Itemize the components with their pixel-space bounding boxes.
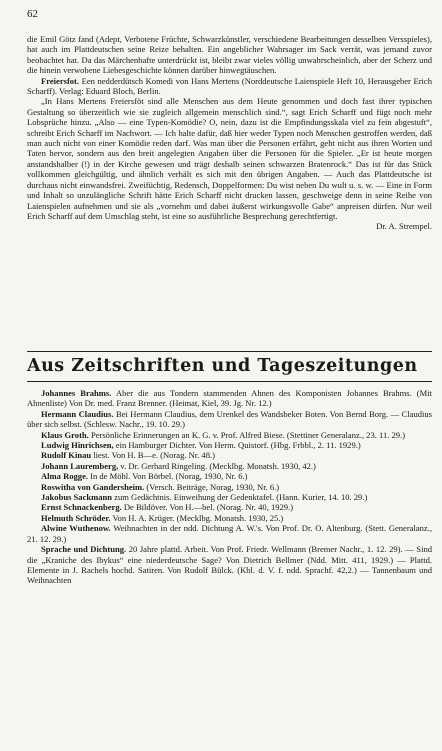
entry-name: Ernst Schnackenberg. (41, 502, 122, 513)
entry-text: v. Dr. Gerhard Ringeling. (Mecklbg. Monatsh. 1930, 42.) (118, 460, 316, 471)
section-rule-bottom (27, 381, 432, 382)
list-item (27, 388, 432, 409)
list-item (27, 409, 432, 430)
section-rule-top (27, 351, 432, 352)
continued-paragraph: die Emil Götz fand (Adept, Verbotene Früchte, Schwarzkünstler, verschiedene Bearbeitungen desselben Versspieles), hat auch im Plattdeutschen seine Reize behalten. Ein angeblicher Wahrsager im Sack verrät, was jemand zuvor beobachtet hat. Da das Märchenhafte unterdrückt ist, bleibt zwar vieles völlig unwahrscheinlich, aber der Scherz und die hinein verwobene Liebesgeschichte können darüber hinwegtäuschen. (27, 34, 432, 76)
entry-text: Persönliche Erinnerungen an K. G. v. Prof. Alfred Biese. (Stettiner Generalanz., 23. 11. 29.) (88, 429, 406, 440)
top-section (27, 34, 432, 232)
entry-name: Sprache und Dichtung. (41, 544, 127, 555)
entry-name: Alma Rogge. (41, 471, 88, 482)
entry-text: Weihnachten in der ndd. Dichtung A. W.'s. Von Prof. Dr. O. Altenburg. (Stett. Generalanz., 21. 12. 29.) (27, 523, 432, 544)
entry-text: 20 Jahre plattd. Arbeit. Von Prof. Friedr. Wellmann (Bremer Nachr., 1. 12. 29). — Sind die „Kraniche des Ibykus“ eine niederdeutsche Sage? Von Dietrich Bellmer (Ndd. Mitt. 411, 1929.) — Plattd. Elemente in J. Rachels hochd. Satiren. Von Rudolf Bülck. (Kbl. d. V. f. ndd. Sprachf. 42,2.) — Tannenbaum und Weihnachten (27, 544, 432, 586)
section-heading: Aus Zeitschriften und Tageszeitungen (27, 356, 418, 376)
entries-list (27, 388, 432, 586)
list-item (27, 544, 432, 586)
review-body: „In Hans Mertens Freiersföt sind alle Menschen aus dem Heute genommen und doch fast ihrer typischen Gestaltung so überzeitlich wie sie zugleich allgemein menschlich sind.“, sagt Erich Scharff und fügt noch mehr Lobsprüche hinzu. „Also — eine Typen-Komödie? O, nein, dazu ist die Empfindungsskala viel zu fein abgestuft“, schreibt Erich Scharff im Nachwort. — Ich halte dafür, daß hier weder Typen noch Menschen gestroffen werden, daß man auch nicht von einer Komödie reden darf. Was man über die Personen erfährt, geht nicht aus ihren Worten und Taten hervor, sondern aus den breit angelegten Angaben über die Personen für die Spieler. „Er ist heute morgen anstandshalber (!) in der Kirche gewesen und trägt deshalb seinen schwarzen Bratenrock.“ Das ist für das Stück vollkommen gleichgültig, und ähnlich verhält es sich mit den übrigen Angaben. — Auch das Plattdeutsche ist durchaus nicht einwandsfrei. Zweifüchtig, Redensch, Doppelformen: Du wist neben Du wult u. s. w. — Eine in Form und Inhalt so unzulängliche Schrift hätte Erich Scharff nicht drucken lassen, geschweige denn in seine Reihe von Laienspielen aufnehmen und sie als „vornehm und dabei äußerst wirkungsvolle Gabe“ anpreisen dürfen. Nur weil Erich Scharff auf dem Umschlag steht, ist eine so ausführliche Besprechung gerechtfertigt. (27, 96, 432, 221)
list-item (27, 513, 432, 523)
entry-name: Helmuth Schröder. (41, 512, 111, 523)
entry-text: De Bildöver. Von H.—bel. (Norag. Nr. 40, 1929.) (121, 502, 294, 513)
review-signature: Dr. A. Strempel. (376, 221, 432, 232)
review-entry (27, 76, 432, 97)
entry-text: Von H. A. Krüger. (Mecklbg. Monatsh. 1930, 25.) (110, 512, 284, 523)
entry-name: Hermann Claudius. (41, 408, 114, 419)
page-number: 62 (27, 8, 38, 20)
entry-text: zum Gedächtnis. Einweihung der Gedenktafel. (Hann. Kurier, 14. 10. 29.) (112, 492, 368, 503)
entry-name: Alwine Wuthenow. (41, 523, 111, 534)
entry-name: Klaus Groth. (41, 429, 89, 440)
list-item (27, 461, 432, 471)
entry-text: (Versch. Beiträge, Norag, 1930, Nr. 6.) (144, 481, 280, 492)
entry-name: Ludwig Hinrichsen, (41, 440, 114, 451)
entry-text: ein Hamburger Dichter. Von Herm. Quistorf. (Hbg. Frbbl., 2. 11. 1929.) (113, 440, 361, 451)
review-entry-text: Een nedderdütsch Komedi von Hans Mertens (Norddeutsche Laienspiele Heft 10, Herausgeber Erich Scharff). Verlag: Eduard Bloch, Berlin. (27, 75, 432, 97)
entry-name: Johann Lauremberg, (41, 460, 119, 471)
entry-text: liest. Von H. B—e. (Norag. Nr. 48.) (91, 450, 215, 461)
list-item (27, 430, 432, 440)
list-item (27, 440, 432, 450)
list-item (27, 523, 432, 544)
entry-name: Rudolf Kinau (41, 450, 92, 461)
entry-name: Johannes Brahms. (41, 388, 112, 398)
entry-text: Aber die aus Tondern stammenden Ahnen des Komponisten Johannes Brahms. (Mit Ahnenliste) Von Dr. med. Franz Brenner. (Heimat, Kiel, 39. Jg. Nr. 12.) (27, 388, 432, 409)
entry-text: Bei Hermann Claudius, dem Urenkel des Wandsbeker Boten. Von Bernd Borg. — Claudius über sich selbst. (Schlesw. Nachr., 19. 10. 29.) (27, 408, 432, 430)
list-item (27, 492, 432, 502)
review-entry-title: Freiersfot. (41, 75, 80, 86)
list-item (27, 502, 432, 512)
list-item (27, 450, 432, 460)
entry-text: In de Möhl. Von Börbel. (Norag, 1930, Nr. 6.) (88, 471, 248, 482)
list-item (27, 482, 432, 492)
entry-name: Roswitha von Gandersheim. (41, 481, 145, 492)
list-item (27, 471, 432, 481)
entry-name: Jakobus Sackmann (41, 492, 113, 503)
